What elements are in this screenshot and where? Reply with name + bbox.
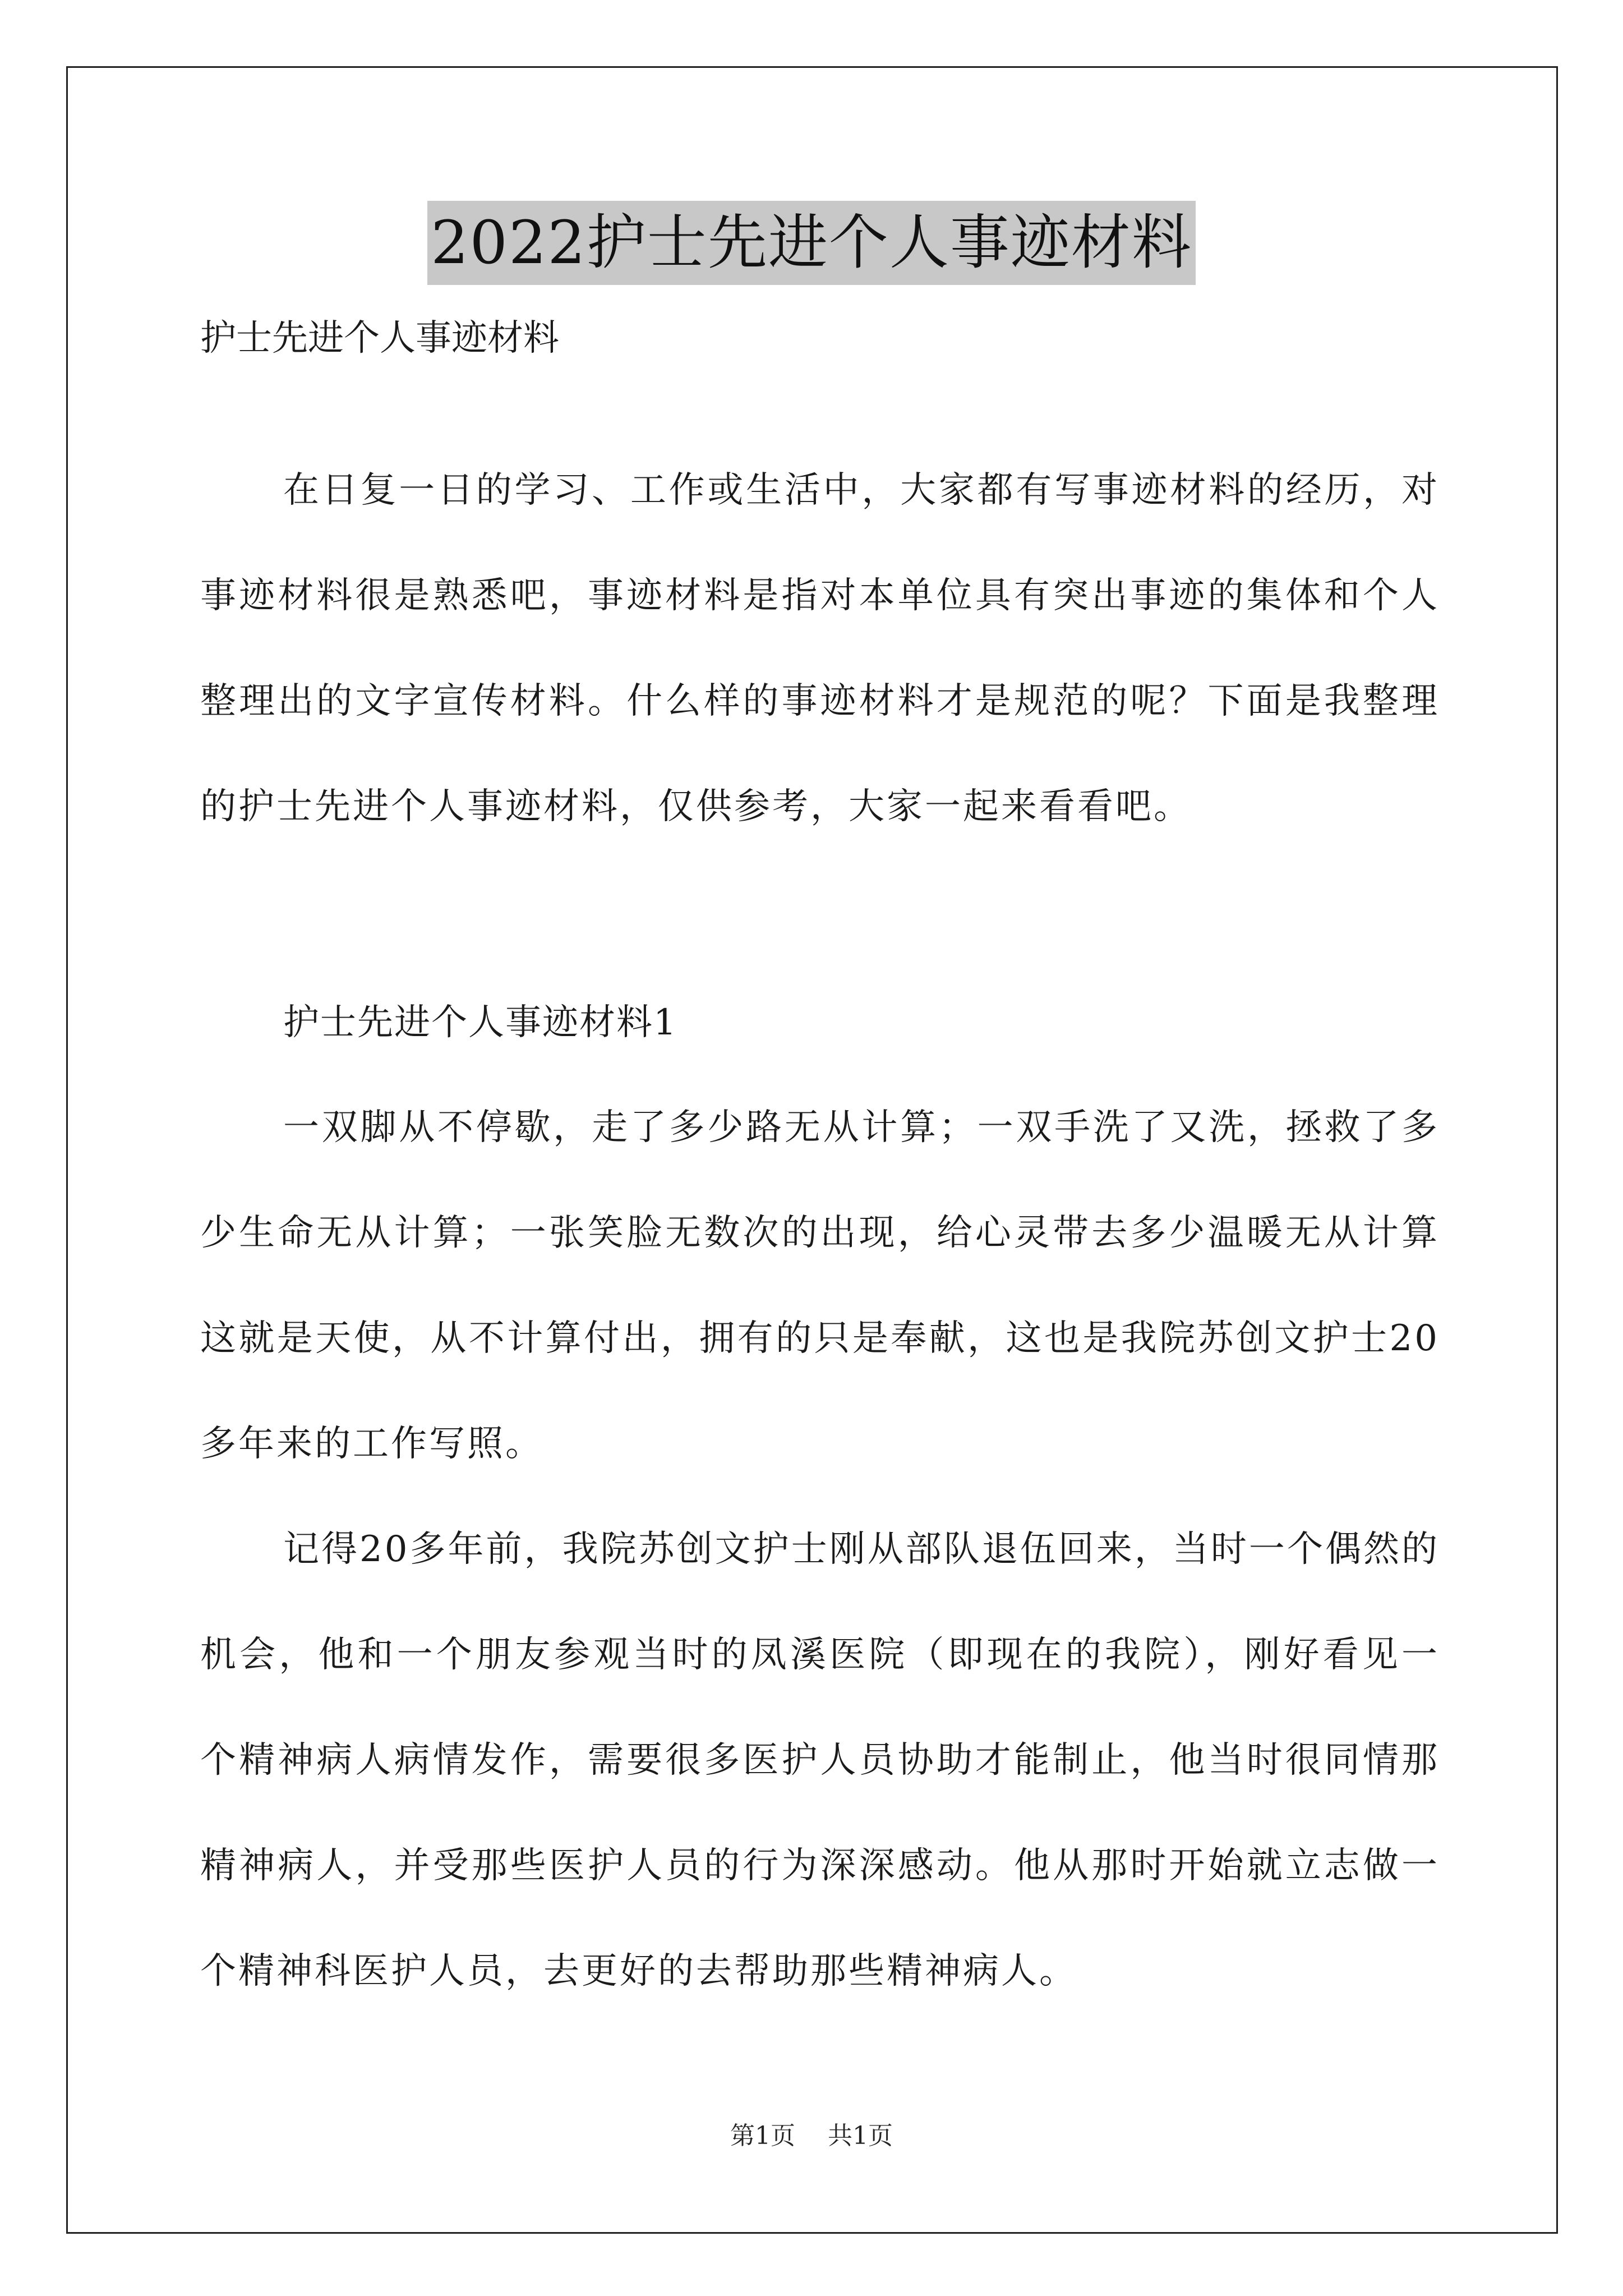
intro-paragraph: 在日复一日的学习、工作或生活中，大家都有写事迹材料的经历，对事迹材料很是熟悉吧，事迹材料是指对本单位具有突出事迹的集体和个人整理出的文字宣传材料。什么样的事迹材料才是规范的呢？下面是我整理的护士先进个人事迹材料，仅供参考，大家一起来看看吧。 [200, 470, 1440, 827]
title-container [0, 201, 1623, 285]
body-paragraph-1: 一双脚从不停歇，走了多少路无从计算；一双手洗了又洗，拯救了多少生命无从计算；一张笑脸无数次的出现，给心灵带去多少温暖无从计算这就是天使，从不计算付出，拥有的只是奉献，这也是我院苏创文护士20多年来的工作写照。 [200, 1107, 1440, 1465]
document-title: 2022护士先进个人事迹材料 [427, 201, 1196, 285]
page-footer [0, 2119, 1623, 2153]
document-subtitle: 护士先进个人事迹材料 [200, 318, 559, 359]
body-paragraph-2: 记得20多年前，我院苏创文护士刚从部队退伍回来，当时一个偶然的机会，他和一个朋友参观当时的凤溪医院（即现在的我院），刚好看见一个精神病人病情发作，需要很多医护人员协助才能制止，他当时很同情那精神病人，并受那些医护人员的行为深深感动。他从那时开始就立志做一个精神科医护人员，去更好的去帮助那些精神病人。 [200, 1529, 1440, 1992]
page-total: 共1页 [828, 2122, 893, 2150]
section-heading: 护士先进个人事迹材料1 [283, 1002, 677, 1043]
page-number: 第1页 [730, 2122, 795, 2150]
